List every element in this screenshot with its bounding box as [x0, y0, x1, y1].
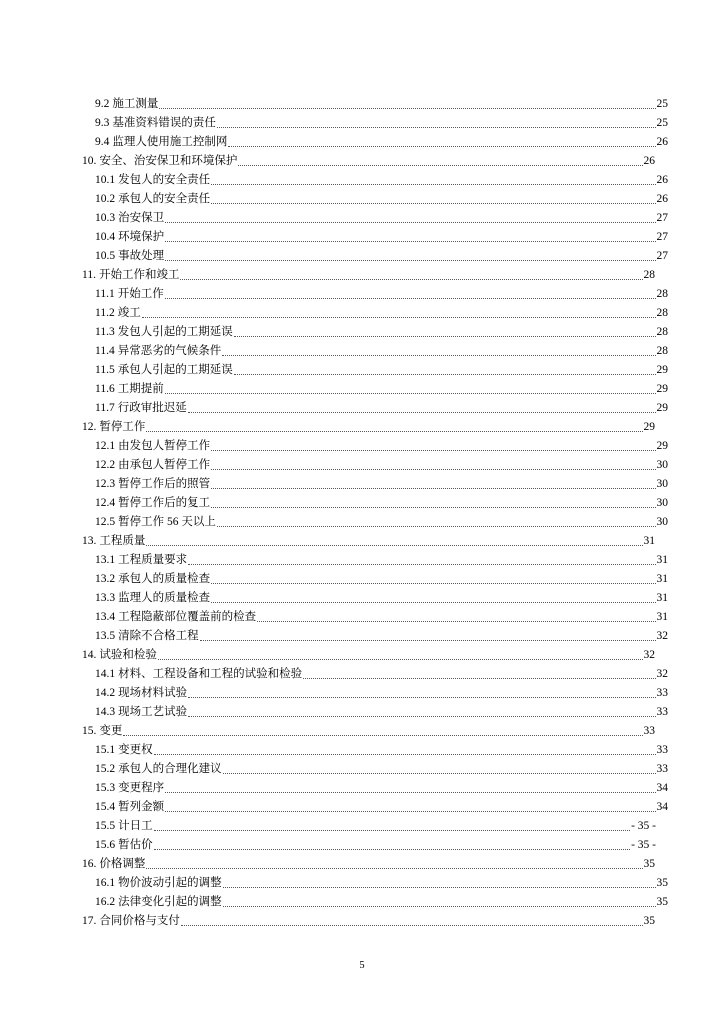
toc-entry[interactable]: [82, 209, 668, 228]
toc-entry-text: 环境保护: [118, 231, 165, 243]
toc-entry-title: [95, 380, 164, 399]
toc-dot-leader: [188, 716, 655, 717]
toc-entry-text: 清除不合格工程: [118, 630, 199, 642]
toc-entry-text: 开始工作: [117, 288, 164, 300]
toc-entry-number: 11.6: [95, 383, 115, 395]
toc-entry-text: 监理人的质量检查: [118, 592, 211, 604]
toc-entry-text: 开始工作和竣工: [98, 269, 180, 281]
toc-entry-number: 11.1: [95, 288, 115, 300]
toc-entry-title: [82, 152, 237, 171]
toc-entry-title: [95, 437, 210, 456]
toc-entry-page: 29: [656, 440, 668, 452]
toc-entry[interactable]: [82, 513, 668, 532]
toc-entry-page: 31: [656, 554, 668, 566]
toc-entry[interactable]: [82, 855, 655, 874]
toc-entry-text: 工期提前: [117, 383, 164, 395]
toc-dot-leader: [123, 735, 642, 736]
toc-entry-text: 暂停工作后的照管: [118, 478, 211, 490]
toc-entry-number: 11.2: [95, 307, 115, 319]
toc-entry-number: 10.2: [95, 193, 116, 205]
toc-entry-title: [95, 570, 210, 589]
toc-entry-number: 9.4: [95, 136, 110, 148]
toc-dot-leader: [154, 849, 630, 850]
toc-entry-text: 承包人的安全责任: [118, 193, 211, 205]
toc-dot-leader: [303, 678, 655, 679]
toc-entry-number: 14.3: [95, 706, 116, 718]
toc-entry-number: 11.5: [95, 364, 115, 376]
toc-entry-number: 13.5: [95, 630, 116, 642]
toc-entry-page: - 35 -: [631, 839, 656, 851]
toc-entry-title: [82, 912, 180, 931]
toc-dot-leader: [211, 469, 655, 470]
toc-dot-leader: [257, 621, 655, 622]
toc-dot-leader: [211, 450, 655, 451]
toc-entry-text: 基准资料错误的责任: [112, 117, 216, 129]
toc-entry-page: - 35 -: [631, 820, 656, 832]
toc-entry-page: 27: [656, 212, 668, 224]
toc-dot-leader: [181, 925, 643, 926]
toc-entry-number: 9.3: [95, 117, 110, 129]
toc-entry-title: [95, 361, 233, 380]
toc-entry-text: 材料、工程设备和工程的试验和检验: [118, 668, 303, 680]
toc-entry-text: 治安保卫: [118, 212, 165, 224]
toc-entry-page: 30: [656, 459, 668, 471]
toc-entry-title: [82, 418, 145, 437]
toc-entry[interactable]: [82, 779, 668, 798]
toc-dot-leader: [228, 146, 655, 147]
toc-entry-page: 28: [656, 288, 668, 300]
toc-entry-text: 现场工艺试验: [118, 706, 188, 718]
toc-entry-title: [95, 779, 164, 798]
toc-dot-leader: [146, 868, 642, 869]
toc-entry-number: 12.4: [95, 497, 116, 509]
toc-entry-title: [95, 95, 158, 114]
toc-entry-number: 14.1: [95, 668, 116, 680]
toc-entry-number: 13.1: [95, 554, 116, 566]
toc-entry-title: [95, 475, 210, 494]
toc-dot-leader: [159, 108, 655, 109]
toc-entry-title: [95, 247, 164, 266]
toc-entry-page: 31: [656, 592, 668, 604]
toc-entry-title: [95, 285, 164, 304]
toc-entry[interactable]: [82, 893, 668, 912]
toc-entry-text: 物价波动引起的调整: [118, 877, 222, 889]
toc-entry-title: [95, 665, 302, 684]
toc-entry-page: 30: [656, 516, 668, 528]
toc-entry-page: 26: [656, 136, 668, 148]
toc-entry-text: 试验和检验: [99, 649, 157, 661]
toc-entry-text: 工程隐蔽部位覆盖前的检查: [118, 611, 257, 623]
toc-entry-number: 12.5: [95, 516, 116, 528]
toc-dot-leader: [223, 773, 656, 774]
toc-entry-page: 28: [656, 307, 668, 319]
toc-entry-number: 16.: [82, 858, 97, 870]
toc-entry-title: [95, 627, 199, 646]
toc-dot-leader: [200, 640, 656, 641]
toc-entry-text: 变更权: [118, 744, 153, 756]
toc-entry-number: 16.1: [95, 877, 116, 889]
toc-entry-number: 11.4: [95, 345, 115, 357]
toc-entry-number: 14.2: [95, 687, 116, 699]
toc-entry[interactable]: [82, 437, 668, 456]
toc-entry-number: 15.3: [95, 782, 116, 794]
toc-entry-title: [95, 494, 210, 513]
toc-entry-page: 29: [643, 421, 655, 433]
toc-entry-title: [95, 836, 153, 855]
toc-dot-leader: [188, 697, 655, 698]
toc-entry[interactable]: [82, 190, 668, 209]
toc-entry[interactable]: [82, 627, 668, 646]
toc-dot-leader: [165, 811, 655, 812]
toc-dot-leader: [217, 526, 656, 527]
toc-dot-leader: [165, 792, 655, 793]
toc-entry-number: 13.2: [95, 573, 116, 585]
toc-dot-leader: [165, 260, 655, 261]
toc-entry-number: 15.5: [95, 820, 116, 832]
toc-entry[interactable]: [82, 798, 668, 817]
toc-dot-leader: [188, 564, 655, 565]
toc-entry-text: 发包人引起的工期延误: [117, 326, 233, 338]
toc-entry[interactable]: [82, 570, 668, 589]
toc-entry[interactable]: [82, 760, 668, 779]
toc-dot-leader: [211, 602, 655, 603]
toc-dot-leader: [211, 488, 655, 489]
toc-entry-page: 33: [656, 687, 668, 699]
toc-dot-leader: [158, 659, 643, 660]
toc-entry-page: 28: [656, 345, 668, 357]
toc-entry[interactable]: [82, 152, 655, 171]
toc-dot-leader: [180, 279, 642, 280]
toc-entry-title: [95, 513, 216, 532]
toc-entry[interactable]: [82, 285, 668, 304]
toc-entry[interactable]: [82, 361, 668, 380]
toc-entry[interactable]: [82, 608, 668, 627]
toc-entry[interactable]: [82, 380, 668, 399]
toc-entry-text: 现场材料试验: [118, 687, 188, 699]
toc-entry-page: 33: [656, 744, 668, 756]
toc-entry-number: 12.3: [95, 478, 116, 490]
toc-entry-text: 事故处理: [118, 250, 165, 262]
toc-entry-page: 35: [656, 877, 668, 889]
toc-dot-leader: [222, 355, 655, 356]
toc-entry-number: 15.1: [95, 744, 116, 756]
toc-entry[interactable]: [82, 912, 655, 931]
toc-dot-leader: [146, 545, 642, 546]
toc-entry-title: [82, 855, 145, 874]
toc-entry-page: 27: [656, 250, 668, 262]
toc-entry-page: 30: [656, 497, 668, 509]
toc-entry-number: 13.: [82, 535, 97, 547]
toc-entry-text: 竣工: [117, 307, 141, 319]
toc-entry-number: 11.3: [95, 326, 115, 338]
toc-entry-text: 计日工: [118, 820, 153, 832]
toc-entry[interactable]: [82, 665, 668, 684]
toc-entry[interactable]: [82, 304, 668, 323]
toc-entry-number: 10.3: [95, 212, 116, 224]
toc-dot-leader: [211, 203, 655, 204]
toc-entry-number: 10.4: [95, 231, 116, 243]
toc-entry-text: 施工测量: [112, 98, 159, 110]
toc-entry-page: 34: [656, 782, 668, 794]
toc-entry-title: [95, 456, 210, 475]
toc-entry-number: 10.1: [95, 174, 116, 186]
toc-entry[interactable]: [82, 247, 668, 266]
toc-entry-title: [82, 532, 145, 551]
toc-entry-number: 16.2: [95, 896, 116, 908]
toc-entry-title: [95, 703, 187, 722]
toc-entry-page: 31: [643, 535, 655, 547]
toc-entry[interactable]: [82, 323, 668, 342]
toc-dot-leader: [188, 412, 656, 413]
toc-entry[interactable]: [82, 171, 668, 190]
toc-dot-leader: [154, 830, 630, 831]
toc-entry-title: [95, 209, 164, 228]
toc-entry-title: [95, 551, 187, 570]
toc-entry-title: [95, 817, 153, 836]
toc-entry-page: 28: [643, 269, 655, 281]
toc-entry[interactable]: [82, 722, 655, 741]
toc-entry-text: 承包人的合理化建议: [118, 763, 222, 775]
toc-entry[interactable]: [82, 703, 668, 722]
toc-entry-number: 14.: [82, 649, 97, 661]
toc-entry-number: 15.4: [95, 801, 116, 813]
toc-entry-text: 监理人使用施工控制网: [112, 136, 228, 148]
toc-entry[interactable]: [82, 646, 655, 665]
toc-entry-number: 13.3: [95, 592, 116, 604]
toc-entry-text: 暂停工作: [99, 421, 146, 433]
toc-entry-page: 32: [643, 649, 655, 661]
toc-entry-number: 15.: [82, 725, 97, 737]
toc-entry-title: [95, 760, 222, 779]
toc-entry-number: 11.: [82, 269, 96, 281]
toc-entry-number: 15.2: [95, 763, 116, 775]
toc-entry-page: 27: [656, 231, 668, 243]
toc-entry-page: 32: [656, 630, 668, 642]
toc-dot-leader: [223, 887, 656, 888]
toc-entry-page: 28: [656, 326, 668, 338]
toc-entry-number: 15.6: [95, 839, 116, 851]
toc-entry-title: [95, 304, 141, 323]
toc-entry-text: 异常恶劣的气候条件: [117, 345, 222, 357]
toc-entry-title: [95, 171, 210, 190]
toc-entry[interactable]: [82, 874, 668, 893]
toc-entry-text: 承包人的质量检查: [118, 573, 211, 585]
toc-dot-leader: [217, 127, 656, 128]
toc-entry-text: 变更: [99, 725, 123, 737]
toc-entry-text: 变更程序: [118, 782, 165, 794]
toc-dot-leader: [165, 241, 655, 242]
toc-entry-page: 32: [656, 668, 668, 680]
toc-entry-title: [82, 646, 157, 665]
toc-entry-page: 34: [656, 801, 668, 813]
toc-dot-leader: [165, 298, 656, 299]
toc-entry[interactable]: [82, 741, 668, 760]
toc-entry-title: [95, 893, 222, 912]
toc-dot-leader: [154, 754, 656, 755]
toc-entry[interactable]: [82, 456, 668, 475]
toc-entry-title: [95, 741, 153, 760]
toc-dot-leader: [223, 906, 656, 907]
toc-entry-title: [95, 684, 187, 703]
toc-dot-leader: [238, 165, 642, 166]
toc-entry-number: 13.4: [95, 611, 116, 623]
toc-entry-text: 暂列金额: [118, 801, 165, 813]
toc-dot-leader: [142, 317, 656, 318]
toc-entry-page: 29: [656, 364, 668, 376]
toc-entry-title: [82, 266, 179, 285]
toc-entry-page: 26: [643, 155, 655, 167]
toc-dot-leader: [234, 336, 656, 337]
toc-entry-page: 33: [656, 706, 668, 718]
toc-entry-text: 安全、治安保卫和环境保护: [99, 155, 238, 167]
toc-entry-title: [95, 798, 164, 817]
toc-entry[interactable]: [82, 342, 668, 361]
toc-entry-number: 10.: [82, 155, 97, 167]
toc-entry-number: 17.: [82, 915, 97, 927]
toc-dot-leader: [146, 431, 642, 432]
toc-entry-title: [95, 399, 187, 418]
toc-entry[interactable]: [82, 399, 668, 418]
toc-entry-text: 工程质量: [99, 535, 146, 547]
toc-entry-page: 25: [656, 117, 668, 129]
toc-entry-page: 30: [656, 478, 668, 490]
toc-entry-text: 法律变化引起的调整: [118, 896, 222, 908]
toc-dot-leader: [211, 507, 655, 508]
toc-entry[interactable]: [82, 684, 668, 703]
toc-entry[interactable]: [82, 589, 668, 608]
toc-entry[interactable]: [82, 95, 668, 114]
toc-entry-page: 26: [656, 193, 668, 205]
toc-entry-number: 12.: [82, 421, 97, 433]
toc-entry[interactable]: [82, 133, 668, 152]
toc-entry[interactable]: [82, 817, 656, 836]
table-of-contents: [82, 95, 668, 931]
toc-dot-leader: [165, 222, 655, 223]
toc-entry[interactable]: [82, 494, 668, 513]
toc-entry-title: [95, 114, 216, 133]
toc-entry-text: 暂估价: [118, 839, 153, 851]
toc-entry-page: 35: [643, 915, 655, 927]
toc-entry-number: 10.5: [95, 250, 116, 262]
toc-dot-leader: [165, 393, 656, 394]
toc-entry-title: [82, 722, 122, 741]
toc-entry-page: 31: [656, 611, 668, 623]
toc-entry-text: 发包人的安全责任: [118, 174, 211, 186]
toc-entry-page: 33: [643, 725, 655, 737]
toc-entry-page: 35: [656, 896, 668, 908]
toc-entry-title: [95, 190, 210, 209]
toc-dot-leader: [211, 184, 655, 185]
toc-entry-text: 由发包人暂停工作: [118, 440, 211, 452]
toc-entry-text: 承包人引起的工期延误: [117, 364, 233, 376]
toc-entry-text: 由承包人暂停工作: [118, 459, 211, 471]
toc-entry[interactable]: [82, 532, 655, 551]
toc-entry-title: [95, 342, 221, 361]
toc-entry-number: 11.7: [95, 402, 115, 414]
toc-entry-text: 价格调整: [99, 858, 146, 870]
toc-entry[interactable]: [82, 551, 668, 570]
toc-entry-title: [95, 874, 222, 893]
toc-entry-page: 29: [656, 383, 668, 395]
toc-entry[interactable]: [82, 836, 656, 855]
toc-entry-number: 9.2: [95, 98, 110, 110]
page-number: 5: [359, 960, 365, 971]
toc-entry-text: 工程质量要求: [118, 554, 188, 566]
toc-entry-page: 25: [656, 98, 668, 110]
toc-entry-text: 暂停工作后的复工: [118, 497, 211, 509]
toc-entry[interactable]: [82, 114, 668, 133]
toc-entry-number: 12.2: [95, 459, 116, 471]
toc-entry-text: 合同价格与支付: [99, 915, 180, 927]
toc-entry[interactable]: [82, 266, 655, 285]
toc-entry-title: [95, 133, 227, 152]
toc-dot-leader: [211, 583, 655, 584]
toc-dot-leader: [234, 374, 656, 375]
toc-entry-title: [95, 323, 233, 342]
toc-entry-title: [95, 228, 164, 247]
toc-entry-page: 29: [656, 402, 668, 414]
toc-entry-number: 12.1: [95, 440, 116, 452]
toc-entry-text: 行政审批迟延: [117, 402, 187, 414]
toc-entry-title: [95, 589, 210, 608]
toc-entry[interactable]: [82, 228, 668, 247]
toc-entry[interactable]: [82, 418, 655, 437]
toc-entry-text: 暂停工作 56 天以上: [118, 516, 216, 528]
toc-entry-page: 31: [656, 573, 668, 585]
toc-entry[interactable]: [82, 475, 668, 494]
toc-entry-page: 26: [656, 174, 668, 186]
toc-entry-page: 35: [643, 858, 655, 870]
toc-entry-page: 33: [656, 763, 668, 775]
toc-entry-title: [95, 608, 256, 627]
